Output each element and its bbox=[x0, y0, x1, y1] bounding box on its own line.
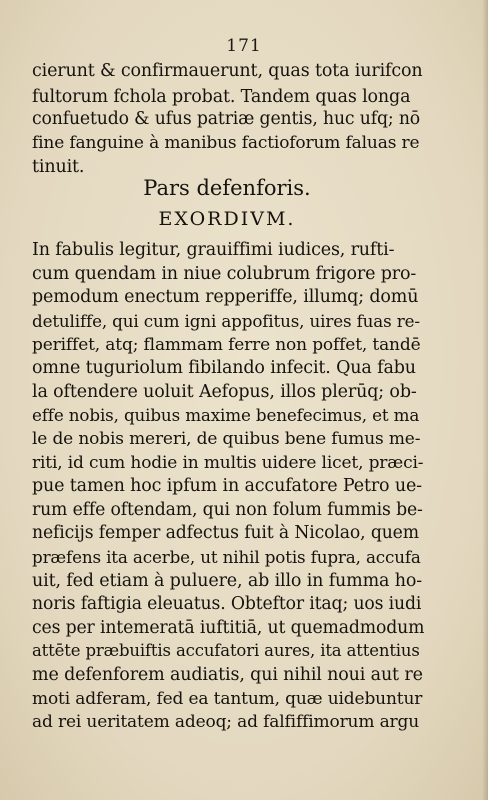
text-line: ad rei ueritatem adeoq; ad falfiffimorum argu bbox=[32, 712, 420, 732]
text-line: fine fanguine à manibus factioforum faluas re bbox=[32, 133, 420, 153]
text-line: periffet, atq; flammam ferre non poffet, tandē bbox=[32, 335, 421, 355]
text-line: moti adferam, fed ea tantum, quæ uidebuntur bbox=[32, 689, 423, 709]
subheading: EXORDIVM. bbox=[158, 208, 296, 230]
text-line: uit, fed etiam à puluere, ab illo in fumma ho- bbox=[32, 571, 423, 591]
text-line: effe nobis, quibus maxime benefecimus, et ma bbox=[32, 405, 420, 425]
text-line: me defenforem audiatis, qui nihil noui aut re bbox=[32, 665, 423, 685]
text-line: omne tuguriolum fibilando infecit. Qua fabu bbox=[32, 358, 416, 378]
text-line: confuetudo & ufus patriæ gentis, huc ufq; nō bbox=[32, 109, 421, 129]
page-edge-shadow bbox=[482, 0, 488, 800]
text-line: cum quendam in niue colubrum frigore pro- bbox=[32, 264, 417, 284]
text-line: præfens ita acerbe, ut nihil potis fupra, accufa bbox=[32, 547, 421, 567]
text-line: ces per intemeratā iuftitiā, ut quemadmodum bbox=[32, 618, 425, 638]
text-line: detuliffe, qui cum igni appofitus, uires fuas re- bbox=[32, 311, 420, 331]
text-line: In fabulis legitur, grauiffimi iudices, rufti- bbox=[32, 240, 395, 260]
text-line: la oftendere uoluit Aefopus, illos plerūq; ob- bbox=[32, 382, 417, 402]
page-number: 171 bbox=[226, 36, 262, 56]
text-line: cierunt & confirmauerunt, quas tota iurifcon bbox=[32, 61, 423, 81]
text-line: attēte præbuiftis accufatori aures, ita attentius bbox=[32, 641, 420, 660]
text-line: le de nobis mereri, de quibus bene fumus me- bbox=[32, 429, 421, 449]
text-line: tinuit. bbox=[32, 157, 85, 177]
text-line: riti, id cum hodie in multis uidere licet, præci- bbox=[32, 453, 424, 473]
text-line: noris faftigia eleuatus. Obteftor itaq; uos iudi bbox=[32, 594, 422, 614]
text-line: fultorum fchola probat. Tandem quas longa bbox=[32, 87, 411, 107]
text-line: pue tamen hoc ipfum in accufatore Petro ue- bbox=[32, 476, 422, 496]
text-line: neficijs femper adfectus fuit à Nicolao, quem bbox=[32, 523, 419, 543]
text-line: rum effe oftendam, qui non folum fummis be- bbox=[32, 500, 423, 520]
text-line: pemodum enectum repperiffe, illumq; domū bbox=[32, 287, 419, 307]
section-heading: Pars defenforis. bbox=[143, 176, 311, 200]
